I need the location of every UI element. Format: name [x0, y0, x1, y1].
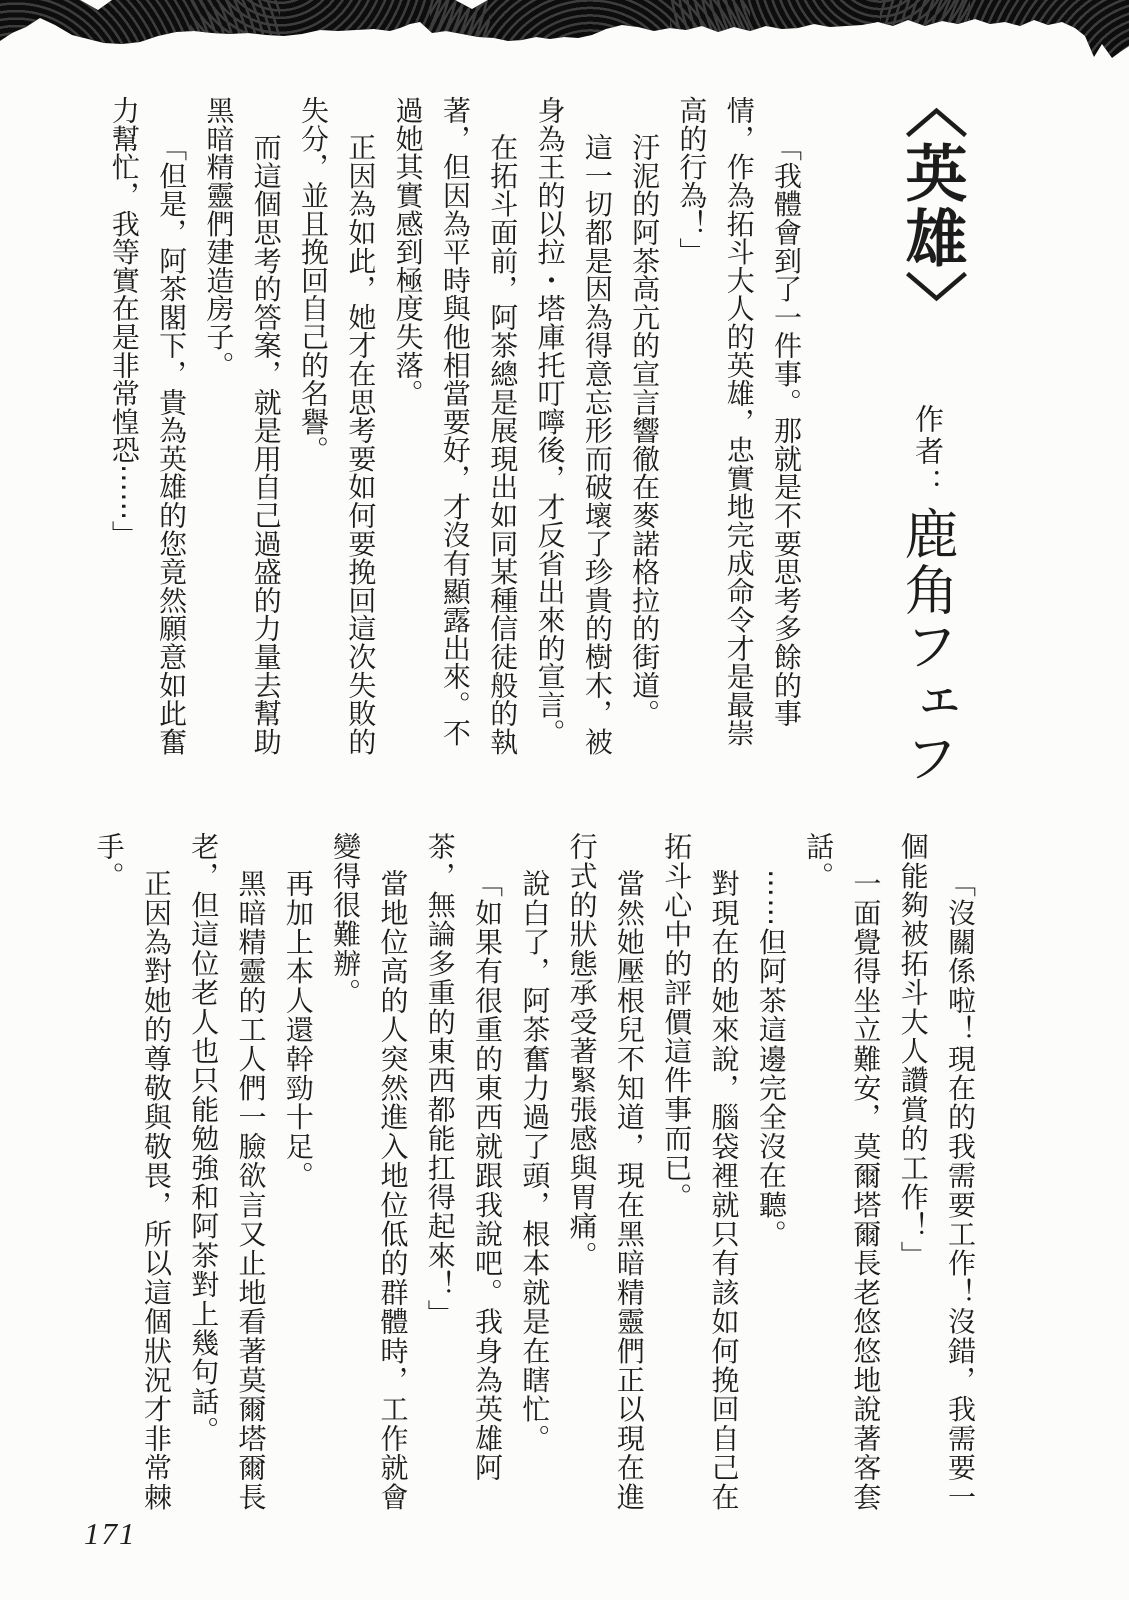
paragraph: 「但是，阿茶閣下，貴為英雄的您竟然願意如此奮力幫忙，我等實在是非常惶恐⋯⋯」	[107, 96, 187, 756]
paragraph: ⋯⋯但阿茶這邊完全沒在聽。	[754, 868, 786, 1249]
paragraph: 「沒關係啦！現在的我需要工作！沒錯，我需要一個能夠被拓斗大人讚賞的工作！」	[896, 832, 975, 1512]
author-credit	[894, 404, 959, 804]
paragraph: 而這個思考的答案，就是用自己過盛的力量去幫助黑暗精靈們建造房子。	[202, 96, 281, 756]
chapter-title: 〈英雄〉	[896, 76, 964, 336]
author-name: 鹿角フェフ	[897, 506, 957, 786]
paragraph: 汙泥的阿茶高亢的宣言響徹在麥諾格拉的街道。	[628, 132, 660, 728]
paragraph: 在拓斗面前，阿茶總是展現出如同某種信徒般的執著，但因為平時與他相當要好，才沒有顯露出來。不過她其實感到極度失落。	[391, 96, 518, 756]
paragraph: 黑暗精靈的工人們一臉欲言又止地看著莫爾塔爾長老，但這位老人也只能勉強和阿茶對上幾句話。	[187, 832, 266, 1512]
lower-text-block	[84, 832, 983, 1534]
paragraph: 「我體會到了一件事。那就是不要思考多餘的事情，作為拓斗大人的英雄，忠實地完成命令才是最崇高的行為！」	[675, 96, 801, 747]
paragraph: 當地位高的人突然進入地位低的群體時，工作就會變得很難辦。	[329, 832, 408, 1512]
paragraph: 當然她壓根兒不知道，現在黑暗精靈們正以現在進行式的狀態承受著緊張感與胃痛。	[565, 832, 644, 1512]
paragraph: 正因為對她的尊敬與敬畏，所以這個狀況才非常棘手。	[92, 832, 171, 1512]
upper-text-block	[100, 96, 809, 774]
paragraph: 對現在的她來說，腦袋裡就只有該如何挽回自己在拓斗心中的評價這件事而已。	[660, 832, 739, 1512]
paragraph: 再加上本人還幹勁十足。	[281, 868, 313, 1191]
paragraph: 正因為如此，她才在思考要如何要挽回這次失敗的失分，並且挽回自己的名譽。	[297, 96, 376, 756]
page-number: 171	[84, 1516, 137, 1551]
paragraph: 「如果有很重的東西就跟我說吧。我身為英雄阿茶，無論多重的東西都能扛得起來！」	[423, 832, 503, 1483]
paragraph: 說白了，阿茶奮力過了頭，根本就是在瞎忙。	[518, 868, 550, 1453]
paragraph: 一面覺得坐立難安，莫爾塔爾長老悠悠地說著客套話。	[802, 832, 881, 1512]
author-label: 作者：	[911, 404, 943, 500]
paragraph: 這一切都是因為得意忘形而破壞了珍貴的樹木，被身為王的以拉・塔庫托叮嚀後，才反省出來的宣言。	[533, 96, 612, 756]
torn-paper-fingerprint-texture	[0, 0, 1129, 62]
